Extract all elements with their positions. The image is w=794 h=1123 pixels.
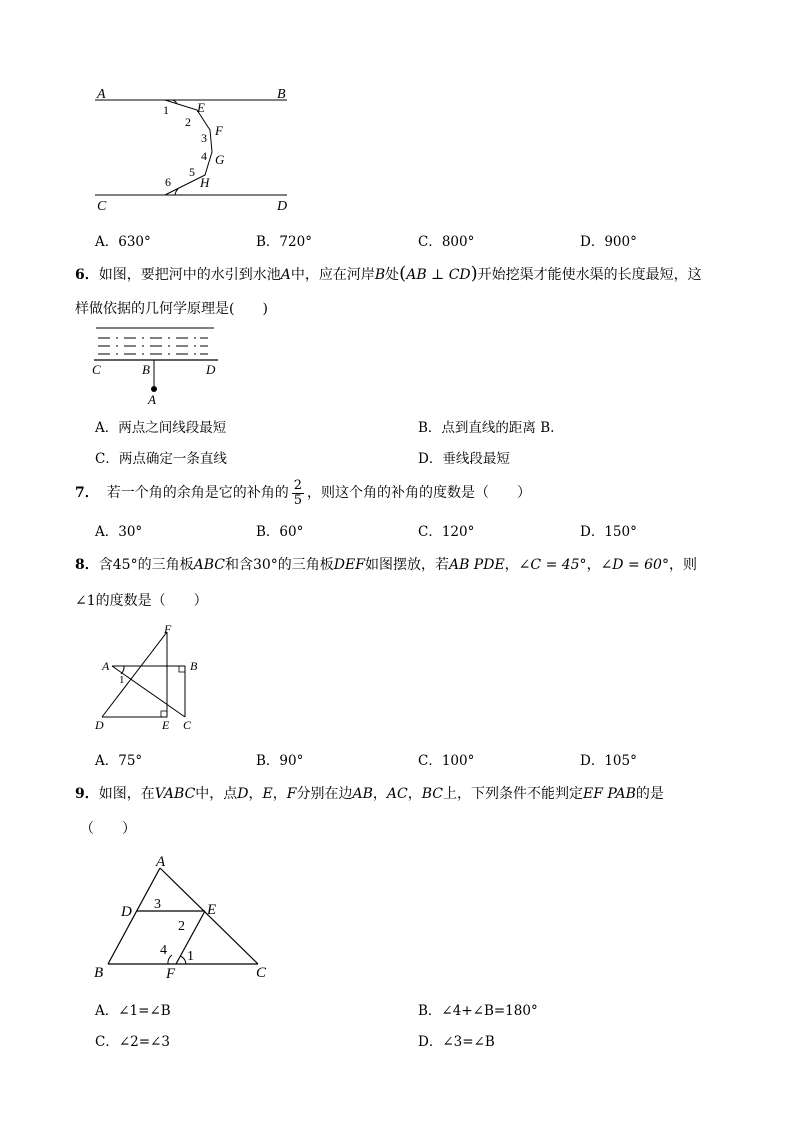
q6-cond-ab: AB: [406, 267, 427, 283]
label-A: A: [156, 854, 166, 870]
q9-m2: D: [237, 786, 249, 802]
label-D: D: [95, 718, 104, 732]
q8-t3: 和含: [224, 557, 253, 573]
q8-m6: ∠C = 45°: [518, 557, 587, 573]
q6-cond-perp: ⊥: [426, 267, 449, 283]
q9-m5: AB: [352, 786, 373, 802]
q8-option-d[interactable]: D．105°: [580, 753, 637, 769]
label-E: E: [207, 902, 217, 918]
q8-line2-m: ∠1: [75, 593, 96, 609]
q7-frac-den: 5: [293, 492, 303, 508]
label-F: F: [164, 622, 172, 636]
q7-fraction: [292, 479, 304, 508]
q9-stem-line2: （ ）: [80, 821, 136, 837]
q9-t6: ，: [372, 786, 387, 802]
label-F: F: [215, 123, 223, 138]
angle-6: 6: [165, 175, 171, 189]
river-water-dashes: [98, 338, 208, 354]
q6-stem-line2: 样做依据的几何学原理是( ): [75, 301, 268, 317]
q6-option-d[interactable]: D．垂线段最短: [418, 451, 510, 467]
arc-1: [180, 956, 186, 964]
label-H: H: [200, 175, 210, 190]
label-B: B: [94, 965, 104, 981]
q5-option-a[interactable]: A．630°: [95, 234, 151, 250]
angle-1: 1: [119, 674, 125, 686]
q6-option-c[interactable]: C．两点确定一条直线: [95, 451, 227, 467]
q5-option-d[interactable]: D．900°: [580, 234, 637, 250]
q6-number: 6．: [75, 267, 99, 283]
q9-option-d[interactable]: D．∠3=∠B: [418, 1034, 495, 1050]
q8-t2: 的三角板: [137, 557, 194, 573]
q5-option-c[interactable]: C．800°: [418, 234, 475, 250]
q8-t8: ，则: [668, 557, 697, 573]
q6-point-b: B: [374, 267, 386, 283]
q9-m6: AC: [386, 786, 408, 802]
q8-t1: 含: [98, 557, 113, 573]
q8-number: 8．: [75, 557, 99, 573]
q6-figure: [88, 322, 228, 407]
q8-m1: 45°: [112, 557, 138, 573]
q6-point-a: A: [280, 267, 291, 283]
q8-m7: ∠D = 60°: [600, 557, 669, 573]
q8-option-a[interactable]: A．75°: [95, 753, 143, 769]
q8-m3: 30°: [252, 557, 278, 573]
label-C: C: [183, 718, 192, 732]
q8-stem-line2: [75, 592, 208, 610]
q9-option-c[interactable]: C．∠2=∠3: [95, 1034, 170, 1050]
q9-number: 9．: [75, 786, 99, 802]
q8-m4: DEF: [333, 557, 365, 573]
q9-t7: ，: [407, 786, 422, 802]
q8-m5: AB PDE: [448, 557, 505, 573]
angle-4: 4: [160, 943, 167, 958]
q6-text-d: 开始挖渠才能使水渠的长度最短，这: [477, 267, 702, 283]
q7-option-b[interactable]: B．60°: [256, 524, 304, 540]
q8-t7: ，: [586, 557, 601, 573]
q6-stem-line1: 6．如图，要把河中的水引到水池A中，应在河岸B处(AB ⊥ CD)开始挖渠才能使水渠的长度最短，这: [75, 263, 702, 284]
label-C: C: [92, 362, 101, 377]
label-B: B: [277, 87, 286, 102]
q8-t4: 的三角板: [277, 557, 334, 573]
q7-option-a[interactable]: A．30°: [95, 524, 143, 540]
q6-cond-cd: CD: [448, 267, 471, 283]
q7-option-d[interactable]: D．150°: [580, 524, 637, 540]
q9-option-a[interactable]: A．∠1=∠B: [95, 1003, 171, 1019]
q7-frac-num: 2: [293, 477, 303, 493]
q8-t5: 如图摆放，若: [364, 557, 449, 573]
angle-4: 4: [201, 149, 207, 163]
label-A: A: [102, 659, 110, 673]
q6-text-b: 中，应在河岸: [290, 267, 375, 283]
angle-3: 3: [154, 897, 161, 912]
label-D: D: [121, 904, 132, 920]
q8-line2-t: 的度数是（ ）: [95, 593, 208, 609]
q9-m7: BC: [421, 786, 443, 802]
arc-4: [168, 955, 172, 964]
angle-5: 5: [189, 165, 195, 179]
q9-t4: ，: [272, 786, 287, 802]
q6-option-b[interactable]: B．点到直线的距离 B.: [418, 420, 555, 436]
q7-stem: [75, 476, 531, 510]
q7-number: 7．: [75, 485, 99, 501]
q6-text-c: 处: [385, 267, 400, 283]
label-C: C: [256, 965, 267, 981]
q9-m3: E: [262, 786, 273, 802]
q8-t6: ，: [504, 557, 519, 573]
q6-text-a: 如图，要把河中的水引到水池: [98, 267, 281, 283]
q9-figure: [88, 850, 278, 985]
q5-option-b[interactable]: B．720°: [256, 234, 312, 250]
q5-figure: [85, 80, 305, 215]
label-B: B: [190, 659, 198, 673]
q9-m1: VABC: [154, 786, 196, 802]
label-F: F: [166, 966, 176, 982]
angle-3: 3: [201, 131, 207, 145]
q7-text-a: 若一个角的余角是它的补角的: [106, 485, 289, 501]
q7-option-c[interactable]: C．120°: [418, 524, 475, 540]
q8-option-b[interactable]: B．90°: [256, 753, 304, 769]
q7-text-b: ，则这个角的补角的度数是（ ）: [307, 485, 532, 501]
q8-option-c[interactable]: C．100°: [418, 753, 475, 769]
q9-t2: 中，点: [195, 786, 238, 802]
q9-t8: 上，下列条件不能判定: [442, 786, 583, 802]
arc-1: [121, 666, 124, 674]
label-D: D: [206, 362, 216, 377]
label-A: A: [148, 392, 156, 407]
label-G: G: [215, 152, 225, 167]
angle-2: 2: [185, 115, 191, 129]
q8-stem-line1: [75, 556, 697, 574]
q9-t3: ，: [248, 786, 263, 802]
q9-option-b[interactable]: B．∠4+∠B=180°: [418, 1003, 538, 1019]
q9-t9: 的是: [635, 786, 664, 802]
q9-t5: 分别在边: [296, 786, 353, 802]
label-B: B: [142, 362, 150, 377]
label-E: E: [197, 100, 205, 115]
label-E: E: [162, 718, 170, 732]
q9-m4: F: [286, 786, 297, 802]
q8-m2: ABC: [193, 557, 225, 573]
q9-m8: EF PAB: [582, 786, 636, 802]
label-D: D: [277, 199, 288, 214]
angle-1: 1: [163, 103, 169, 117]
angle-1: 1: [187, 949, 194, 964]
q6-option-a[interactable]: A．两点之间线段最短: [95, 420, 227, 436]
q8-figure: [90, 622, 210, 734]
angle-2: 2: [178, 919, 185, 934]
label-A: A: [97, 87, 106, 102]
q9-t1: 如图，在: [98, 786, 155, 802]
label-C: C: [97, 199, 107, 214]
q9-stem-line1: [75, 785, 664, 803]
